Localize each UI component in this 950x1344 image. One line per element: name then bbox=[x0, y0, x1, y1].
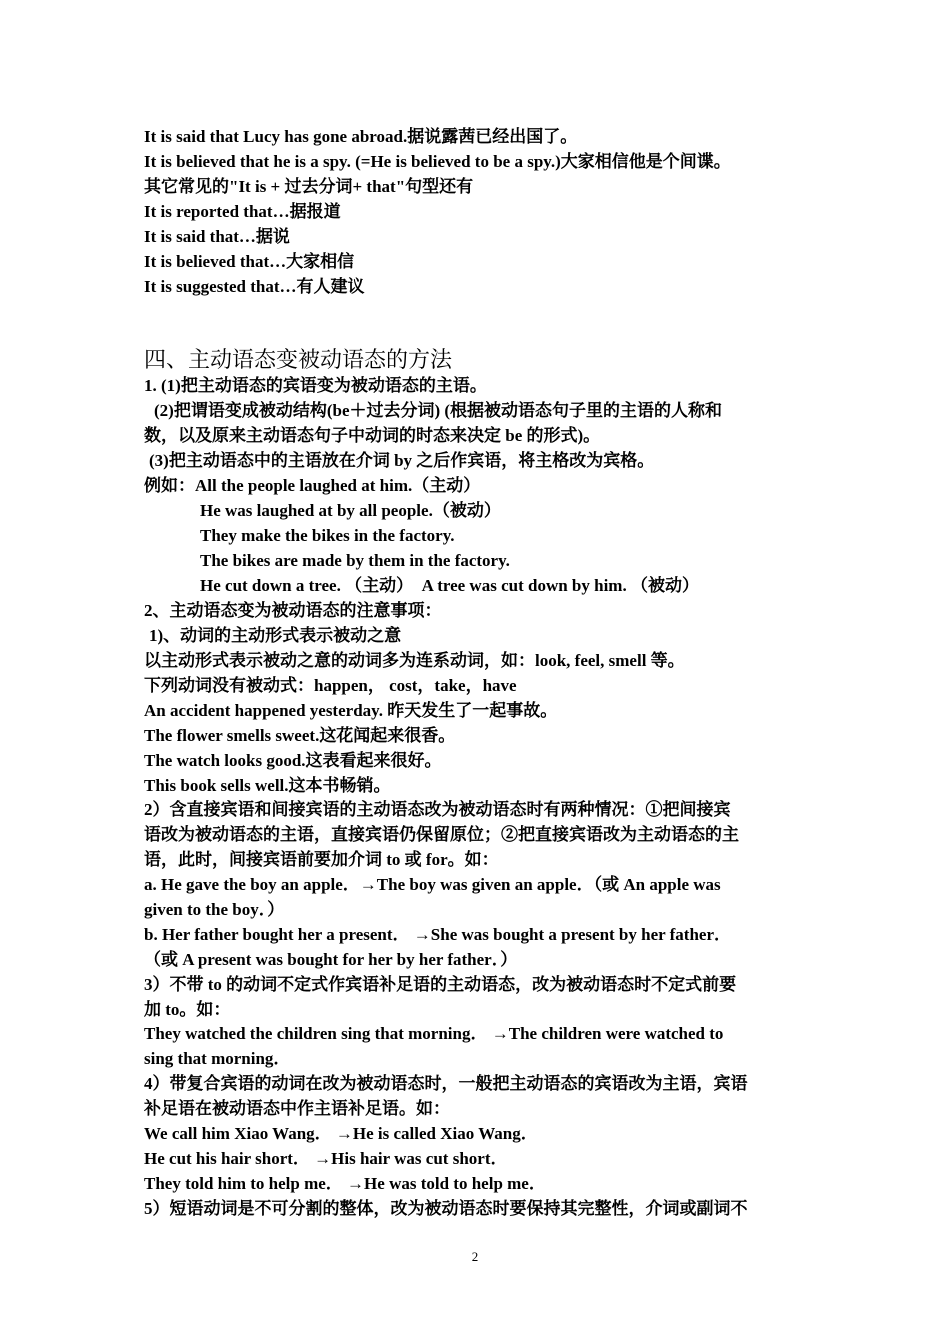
text-line: sing that morning． bbox=[144, 1049, 291, 1068]
text-line: 例如：All the people laughed at him.（主动） bbox=[144, 476, 481, 495]
text-line: 3）不带 to 的动词不定式作宾语补足语的主动语态，改为被动语态时不定式前要 bbox=[144, 975, 737, 994]
text-line: 4）带复合宾语的动词在改为被动语态时，一般把主动语态的宾语改为主语，宾语 bbox=[144, 1074, 748, 1093]
text-line: 5）短语动词是不可分割的整体，改为被动语态时要保持其完整性，介词或副词不 bbox=[144, 1199, 748, 1218]
text-line: The watch looks good.这表看起来很好。 bbox=[144, 751, 442, 770]
text-line: 数，以及原来主动语态句子中动词的时态来决定 be 的形式)。 bbox=[144, 426, 601, 445]
text-line: They told him to help me． →He was told to help me． bbox=[144, 1174, 546, 1193]
text-line: 语改为被动语态的主语，直接宾语仍保留原位；②把直接宾语改为主动语态的主 bbox=[144, 825, 739, 844]
text-line: (2)把谓语变成被动结构(be＋过去分词) (根据被动语态句子里的主语的人称和 bbox=[154, 401, 723, 420]
text-line: (3)把主动语态中的主语放在介词 by 之后作宾语，将主格改为宾格。 bbox=[149, 451, 655, 470]
section-heading: 四、主动语态变被动语态的方法 bbox=[144, 347, 453, 372]
text-line: They watched the children sing that morning． →The children were watched to bbox=[144, 1024, 724, 1043]
text-line: 加 to。如： bbox=[144, 1000, 231, 1019]
text-line: He cut his hair short． →His hair was cut short． bbox=[144, 1149, 508, 1168]
example-line: They make the bikes in the factory. bbox=[200, 526, 455, 545]
text-line: It is believed that…大家相信 bbox=[144, 252, 355, 271]
text-line: b. Her father bought her a present． →She was bought a present by her father． bbox=[144, 925, 731, 944]
example-line: He cut down a tree. （主动） A tree was cut down by him. （被动） bbox=[200, 576, 699, 595]
text-line: a. He gave the boy an apple．→The boy was given an apple．（或 An apple was bbox=[144, 875, 721, 894]
text-line: It is suggested that…有人建议 bbox=[144, 277, 365, 296]
text-line: An accident happened yesterday. 昨天发生了一起事故。 bbox=[144, 701, 558, 720]
example-line: The bikes are made by them in the factory. bbox=[200, 551, 510, 570]
text-line: 2）含直接宾语和间接宾语的主动语态改为被动语态时有两种情况：①把间接宾 bbox=[144, 800, 731, 819]
text-line: It is said that Lucy has gone abroad.据说露茜已经出国了。 bbox=[144, 127, 578, 146]
text-line: It is reported that…据报道 bbox=[144, 202, 341, 221]
text-line: 1. (1)把主动语态的宾语变为被动语态的主语。 bbox=[144, 376, 487, 395]
text-line: 1)、动词的主动形式表示被动之意 bbox=[149, 626, 402, 645]
text-line: This book sells well.这本书畅销。 bbox=[144, 776, 391, 795]
text-line: It is said that…据说 bbox=[144, 227, 290, 246]
text-line: 补足语在被动语态中作主语补足语。如： bbox=[144, 1099, 450, 1118]
text-line: 以主动形式表示被动之意的动词多为连系动词，如：look, feel, smell 等。 bbox=[144, 651, 685, 670]
text-line: The flower smells sweet.这花闻起来很香。 bbox=[144, 726, 456, 745]
example-line: He was laughed at by all people.（被动） bbox=[200, 501, 501, 520]
text-line: 语，此时，间接宾语前要加介词 to 或 for。如： bbox=[144, 850, 499, 869]
page-number: 2 bbox=[471, 1249, 479, 1264]
text-line: 2、主动语态变为被动语态的注意事项： bbox=[144, 601, 442, 620]
text-line: We call him Xiao Wang． →He is called Xiao Wang． bbox=[144, 1124, 538, 1143]
text-line: It is believed that he is a spy. (=He is believed to be a spy.)大家相信他是个间谍。 bbox=[144, 152, 731, 171]
text-line: 下列动词没有被动式：happen， cost，take，have bbox=[144, 676, 517, 695]
text-line: （或 A present was bought for her by her father．） bbox=[144, 950, 518, 969]
text-line: 其它常见的"It is + 过去分词+ that"句型还有 bbox=[144, 177, 474, 196]
text-line: given to the boy．） bbox=[144, 900, 285, 919]
